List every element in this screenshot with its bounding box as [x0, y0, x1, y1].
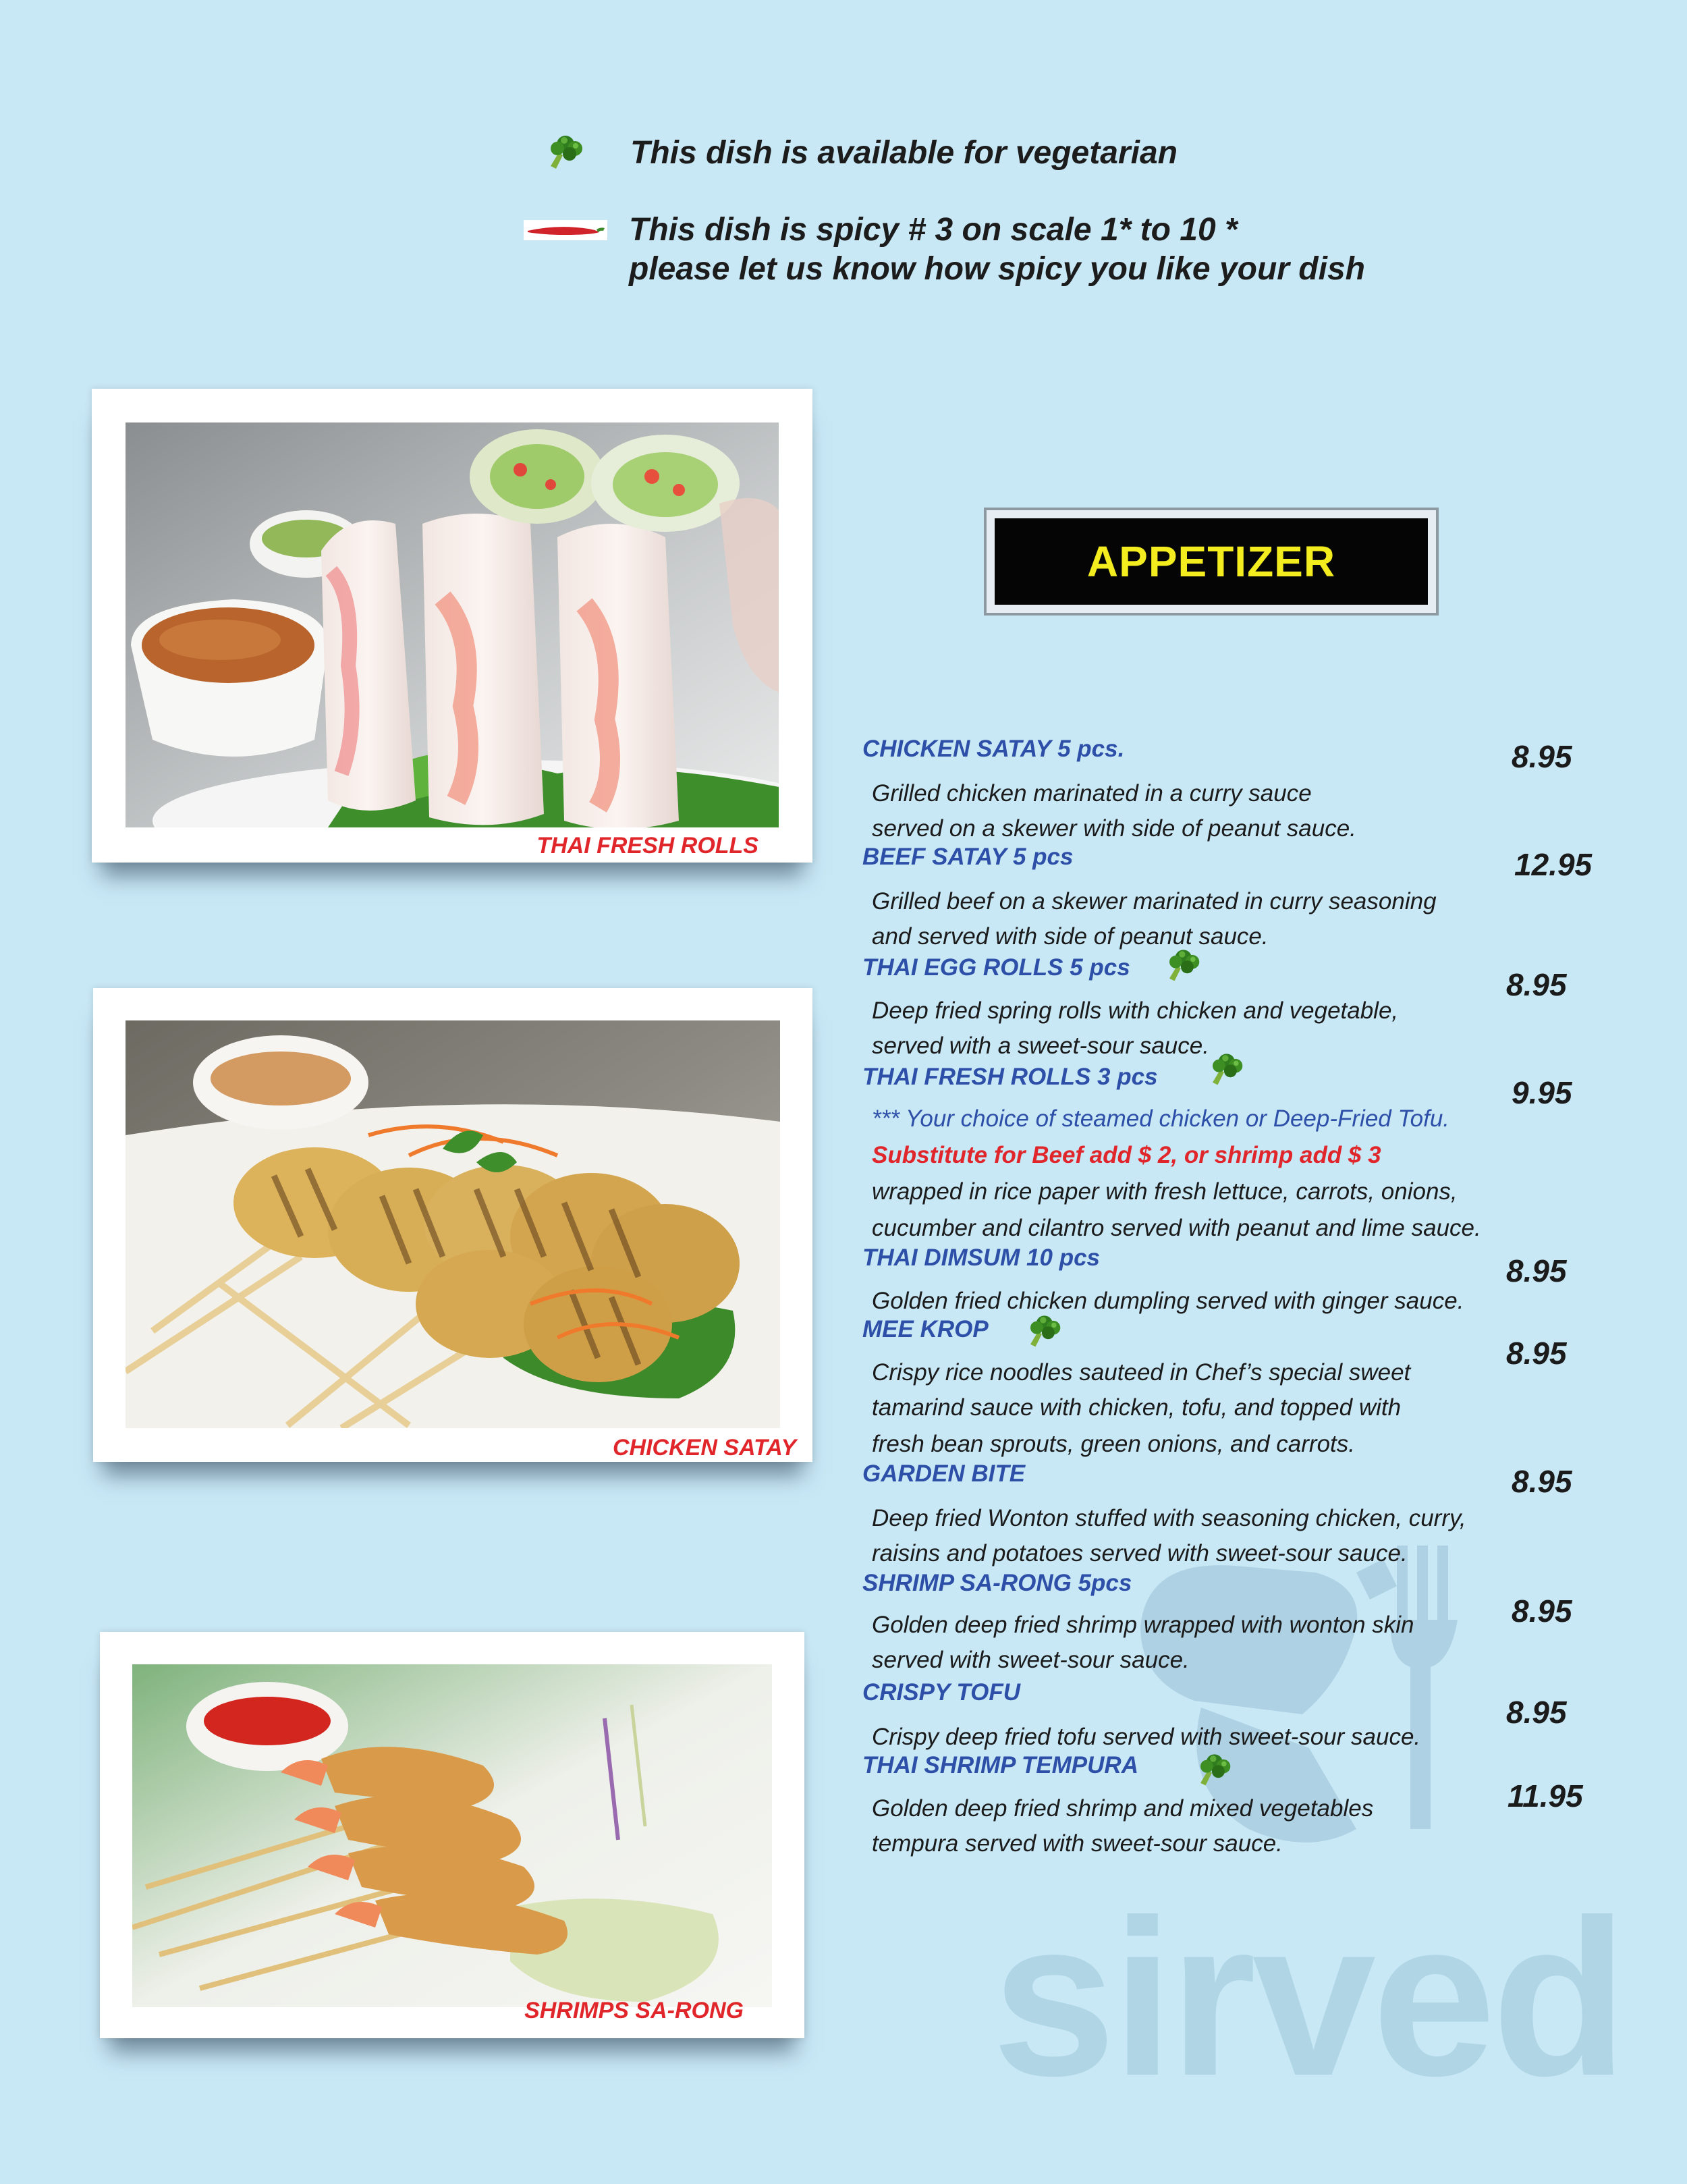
item-description-line: cucumber and cilantro served with peanut and lime sauce. — [872, 1215, 1481, 1241]
shrimps-sa-rong-photo — [132, 1664, 772, 2007]
photo-card-chicken-satay — [93, 988, 812, 1462]
spicy-legend-line-1: This dish is spicy # 3 on scale 1* to 10 * — [629, 212, 1238, 248]
item-description-line: tempura served with sweet-sour sauce. — [872, 1830, 1283, 1857]
item-description-line: Deep fried spring rolls with chicken and vegetable, — [872, 998, 1399, 1024]
item-description-line: raisins and potatoes served with sweet-sour sauce. — [872, 1540, 1408, 1566]
item-name: CRISPY TOFU — [862, 1679, 1021, 1705]
item-name: BEEF SATAY 5 pcs — [862, 844, 1074, 870]
item-description-line: Crispy rice noodles sauteed in Chef’s special sweet — [872, 1359, 1411, 1386]
item-description-line: Golden deep fried shrimp wrapped with wonton skin — [872, 1612, 1414, 1638]
photo-card-fresh-rolls — [92, 389, 812, 863]
item-name: SHRIMP SA-RONG 5pcs — [862, 1570, 1132, 1596]
item-name: THAI EGG ROLLS 5 pcs — [862, 954, 1130, 981]
spicy-legend-line-2: please let us know how spicy you like your dish — [629, 251, 1365, 287]
item-description-line: served with sweet-sour sauce. — [872, 1647, 1190, 1673]
item-description-line: and served with side of peanut sauce. — [872, 923, 1269, 950]
vegetarian-broccoli-icon — [1201, 1050, 1246, 1090]
photo-caption: THAI FRESH ROLLS — [536, 833, 758, 858]
vegetarian-broccoli-icon — [1189, 1751, 1234, 1791]
item-price: 9.95 — [1512, 1075, 1572, 1110]
item-name: THAI FRESH ROLLS 3 pcs — [862, 1064, 1158, 1090]
item-price: 8.95 — [1512, 1464, 1572, 1499]
item-name: CHICKEN SATAY 5 pcs. — [862, 736, 1125, 762]
item-price: 12.95 — [1514, 847, 1593, 882]
broccoli-icon — [538, 132, 586, 173]
item-price: 8.95 — [1512, 1593, 1572, 1629]
item-substitute-note: Substitute for Beef add $ 2, or shrimp add $ 3 — [872, 1142, 1381, 1168]
item-description-line: fresh bean sprouts, green onions, and carrots. — [872, 1431, 1355, 1457]
photo-caption: CHICKEN SATAY — [613, 1435, 796, 1460]
item-description-line: Deep fried Wonton stuffed with seasoning chicken, curry, — [872, 1505, 1466, 1531]
item-name: THAI SHRIMP TEMPURA — [862, 1752, 1138, 1778]
vegetarian-broccoli-icon — [1019, 1312, 1063, 1352]
item-description-line: Grilled chicken marinated in a curry sauce — [872, 780, 1312, 807]
item-name: THAI DIMSUM 10 pcs — [862, 1245, 1100, 1271]
photo-caption: SHRIMPS SA-RONG — [524, 1998, 744, 2023]
photo-card-shrimps-sa-rong — [100, 1632, 804, 2038]
section-heading-text: APPETIZER — [1086, 537, 1336, 586]
item-name: GARDEN BITE — [862, 1460, 1026, 1487]
item-description-line: Golden fried chicken dumpling served with ginger sauce. — [872, 1288, 1464, 1314]
item-price: 8.95 — [1506, 1253, 1567, 1288]
item-price: 8.95 — [1512, 739, 1572, 774]
item-price: 11.95 — [1508, 1778, 1583, 1813]
item-description-line: tamarind sauce with chicken, tofu, and topped with — [872, 1394, 1402, 1421]
vegetarian-broccoli-icon — [1158, 946, 1202, 986]
item-name: MEE KROP — [862, 1316, 989, 1342]
item-description-line: wrapped in rice paper with fresh lettuce, carrots, onions, — [872, 1178, 1458, 1205]
thai-fresh-rolls-photo — [126, 422, 779, 827]
item-description-line: served with a sweet-sour sauce. — [872, 1033, 1209, 1059]
chicken-satay-photo — [126, 1020, 780, 1428]
watermark: sirved — [992, 1873, 1624, 2122]
item-price: 8.95 — [1506, 967, 1567, 1002]
item-description-line: Crispy deep fried tofu served with sweet-sour sauce. — [872, 1724, 1421, 1750]
item-price: 8.95 — [1506, 1336, 1567, 1371]
item-description-line: Grilled beef on a skewer marinated in curry seasoning — [872, 888, 1437, 914]
item-description-line: Golden deep fried shrimp and mixed vegetables — [872, 1795, 1374, 1822]
item-note: *** Your choice of steamed chicken or Deep-Fried Tofu. — [872, 1105, 1450, 1132]
vegetarian-legend: This dish is available for vegetarian — [630, 135, 1178, 171]
item-description-line: served on a skewer with side of peanut sauce. — [872, 815, 1356, 842]
chili-pepper-icon — [524, 220, 607, 244]
section-heading — [984, 508, 1439, 616]
item-price: 8.95 — [1506, 1695, 1567, 1730]
